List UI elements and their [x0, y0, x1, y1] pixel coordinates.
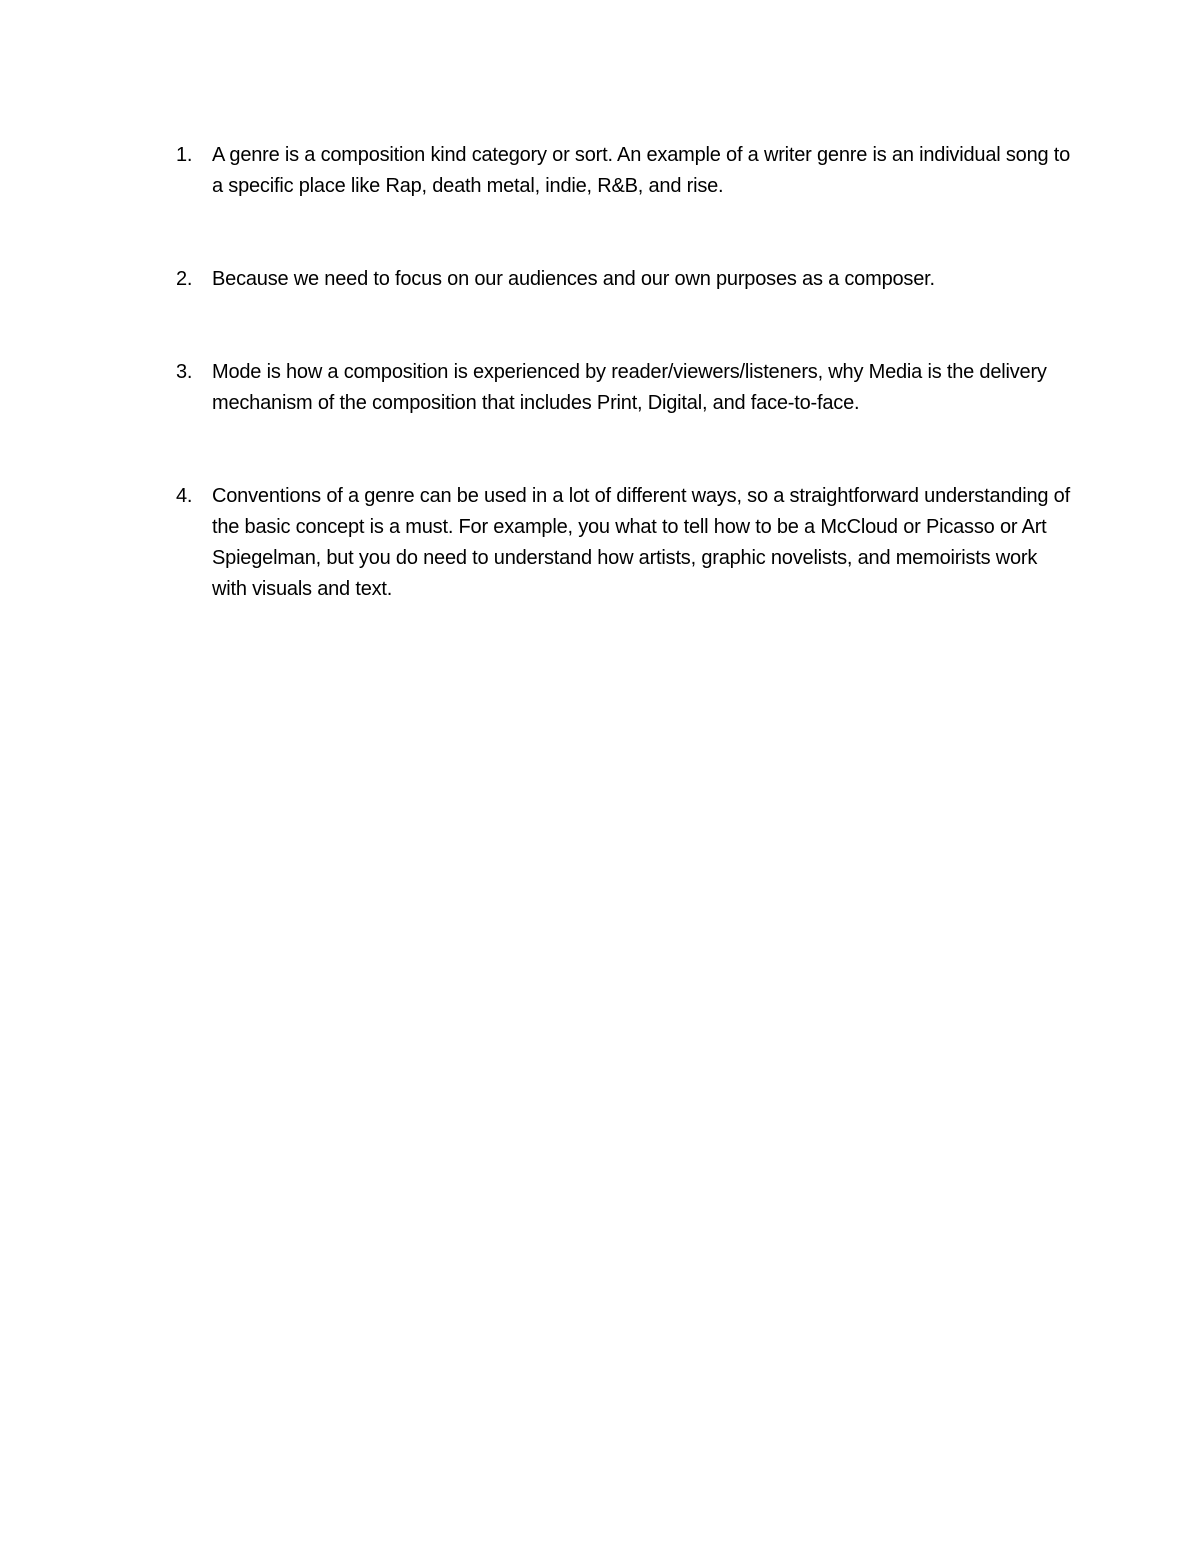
list-text-2: Because we need to focus on our audiences and our own purposes as a composer.: [212, 268, 935, 290]
list-item-2: [172, 264, 1072, 295]
list-number-4: 4.: [176, 485, 193, 507]
list-text-1: A genre is a composition kind category or sort. An example of a writer genre is an individual song to a specific place like Rap, death metal, indie, R&B, and rise.: [212, 144, 1071, 197]
list-number-1: 1.: [176, 144, 193, 166]
list-item-1: [172, 140, 1072, 202]
list-number-2: 2.: [176, 268, 193, 290]
list-item-3: [172, 357, 1072, 419]
list-item-4: [172, 481, 1072, 605]
list-number-3: 3.: [176, 361, 193, 383]
answer-list: [172, 140, 1072, 605]
list-text-4: Conventions of a genre can be used in a lot of different ways, so a straightforward understanding of the basic concept is a must. For example, you what to tell how to be a McCloud or Picasso or Art Spiegelman, but you do need to understand how artists, graphic novelists, and memoirists work with visuals and text.: [212, 485, 1070, 600]
list-text-3: Mode is how a composition is experienced by reader/viewers/listeners, why Media is the delivery mechanism of the composition that includes Print, Digital, and face-to-face.: [212, 361, 1047, 414]
